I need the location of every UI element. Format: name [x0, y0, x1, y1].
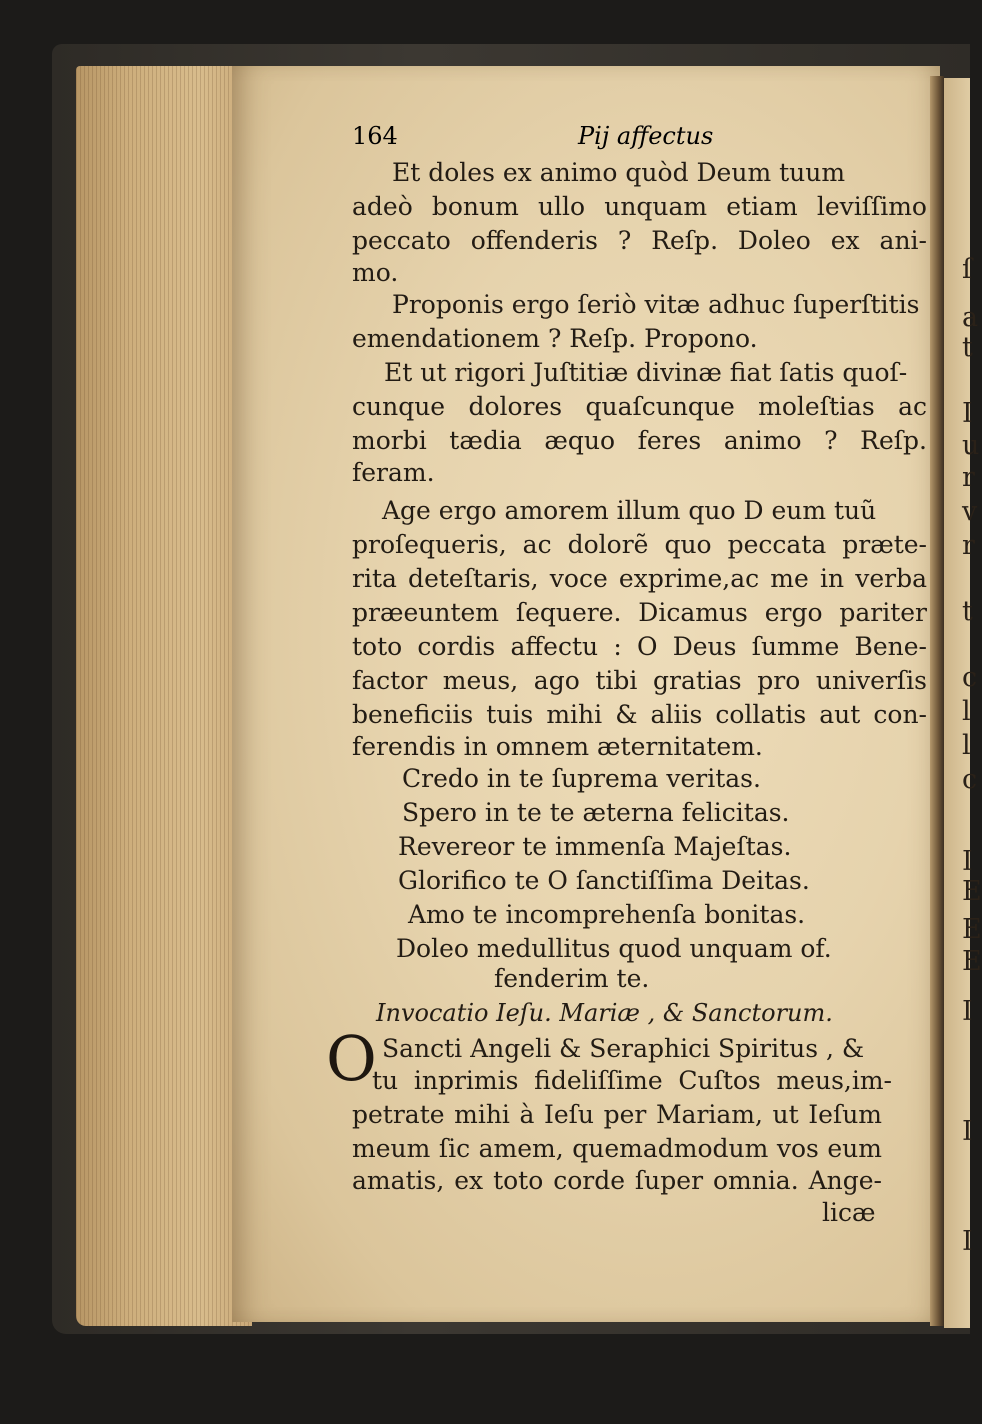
text-line: Et ut rigori Juſtitiæ divinæ fiat ſatis quoſ-	[384, 358, 908, 387]
facing-page-glyph: E	[962, 876, 982, 907]
text-line: proſequeris, ac dolorẽ quo peccata præte-	[352, 530, 927, 559]
text-line: Et doles ex animo quòd Deum tuum	[392, 158, 846, 187]
text-line: Credo in te ſuprema veritas.	[402, 764, 761, 793]
text-line: peccato offenderis ? Reſp. Doleo ex ani-	[352, 226, 927, 255]
section-heading: Invocatio Ieſu. Mariæ , & Sanctorum.	[376, 999, 833, 1027]
text-line: emendationem ? Reſp. Propono.	[352, 324, 758, 353]
drop-cap: O	[326, 1022, 377, 1095]
facing-page-glyph: ſ	[962, 254, 972, 285]
text-line: cunque dolores quaſcunque moleſtias ac	[352, 392, 927, 421]
facing-page-glyph: r	[962, 530, 975, 561]
facing-page-glyph: c	[962, 764, 978, 795]
book-gutter	[930, 76, 944, 1326]
text-line: Proponis ergo ſeriò vitæ adhuc ſuperſtitis	[392, 290, 920, 319]
facing-page-glyph: l	[962, 696, 971, 727]
text-line: Age ergo amorem illum quo D eum tuũ	[382, 496, 877, 525]
facing-page-glyph: c	[962, 662, 978, 693]
page-edges	[76, 66, 252, 1326]
running-head: Pij affectus	[578, 122, 714, 150]
facing-page-glyph: I	[962, 996, 973, 1027]
facing-page-glyph: I	[962, 398, 973, 429]
text-line: Revereor te immenſa Majeſtas.	[398, 832, 792, 861]
text-line: Sancti Angeli & Seraphici Spiritus , &	[382, 1034, 865, 1063]
facing-page-glyph: l	[962, 730, 971, 761]
text-line: Glorifico te O ſanctiſſima Deitas.	[398, 866, 810, 895]
text-line: factor meus, ago tibi gratias pro univerſis	[352, 666, 927, 695]
text-line: mo.	[352, 258, 399, 287]
text-line: Doleo medullitus quod unquam of.	[396, 934, 832, 963]
text-line: ferendis in omnem æternitatem.	[352, 732, 763, 761]
text-line: beneficiis tuis mihi & aliis collatis aut con-	[352, 700, 927, 729]
facing-page-glyph: a	[962, 302, 979, 333]
text-line: morbi tædia æquo feres animo ? Reſp.	[352, 426, 927, 455]
text-line: tu inprimis fideliſſime Cuſtos meus,im-	[372, 1066, 892, 1095]
facing-page-glyph: t	[962, 332, 973, 363]
text-line: toto cordis affectu : O Deus ſumme Bene-	[352, 632, 927, 661]
text-line: rita deteſtaris, voce exprime,ac me in verba	[352, 564, 927, 593]
text-line: petrate mihi à Ieſu per Mariam, ut Ieſum	[352, 1100, 882, 1129]
text-line: feram.	[352, 458, 435, 487]
catchword: licæ	[822, 1198, 876, 1227]
text-line: fenderim te.	[494, 964, 650, 993]
text-line: Spero in te te æterna felicitas.	[402, 798, 790, 827]
facing-page-glyph: I	[962, 1226, 973, 1257]
facing-page-glyph: E	[962, 914, 982, 945]
text-line: amatis, ex toto corde ſuper omnia. Ange-	[352, 1166, 882, 1195]
text-line: meum ſic amem, quemadmodum vos eum	[352, 1134, 882, 1163]
facing-page-edge	[944, 78, 982, 1328]
text-line: Amo te incomprehenſa bonitas.	[408, 900, 806, 929]
page-number: 164	[352, 122, 398, 150]
facing-page-glyph: v	[962, 496, 978, 527]
facing-page-glyph: I	[962, 1116, 973, 1147]
facing-page-glyph: u	[962, 430, 980, 461]
facing-page-glyph: I	[962, 846, 973, 877]
text-line: adeò bonum ullo unquam etiam leviſſimo	[352, 192, 927, 221]
text-line: præeuntem ſequere. Dicamus ergo pariter	[352, 598, 927, 627]
facing-page-glyph: r	[962, 462, 975, 493]
facing-page-glyph: t	[962, 596, 973, 627]
facing-page-glyph: E	[962, 946, 982, 977]
